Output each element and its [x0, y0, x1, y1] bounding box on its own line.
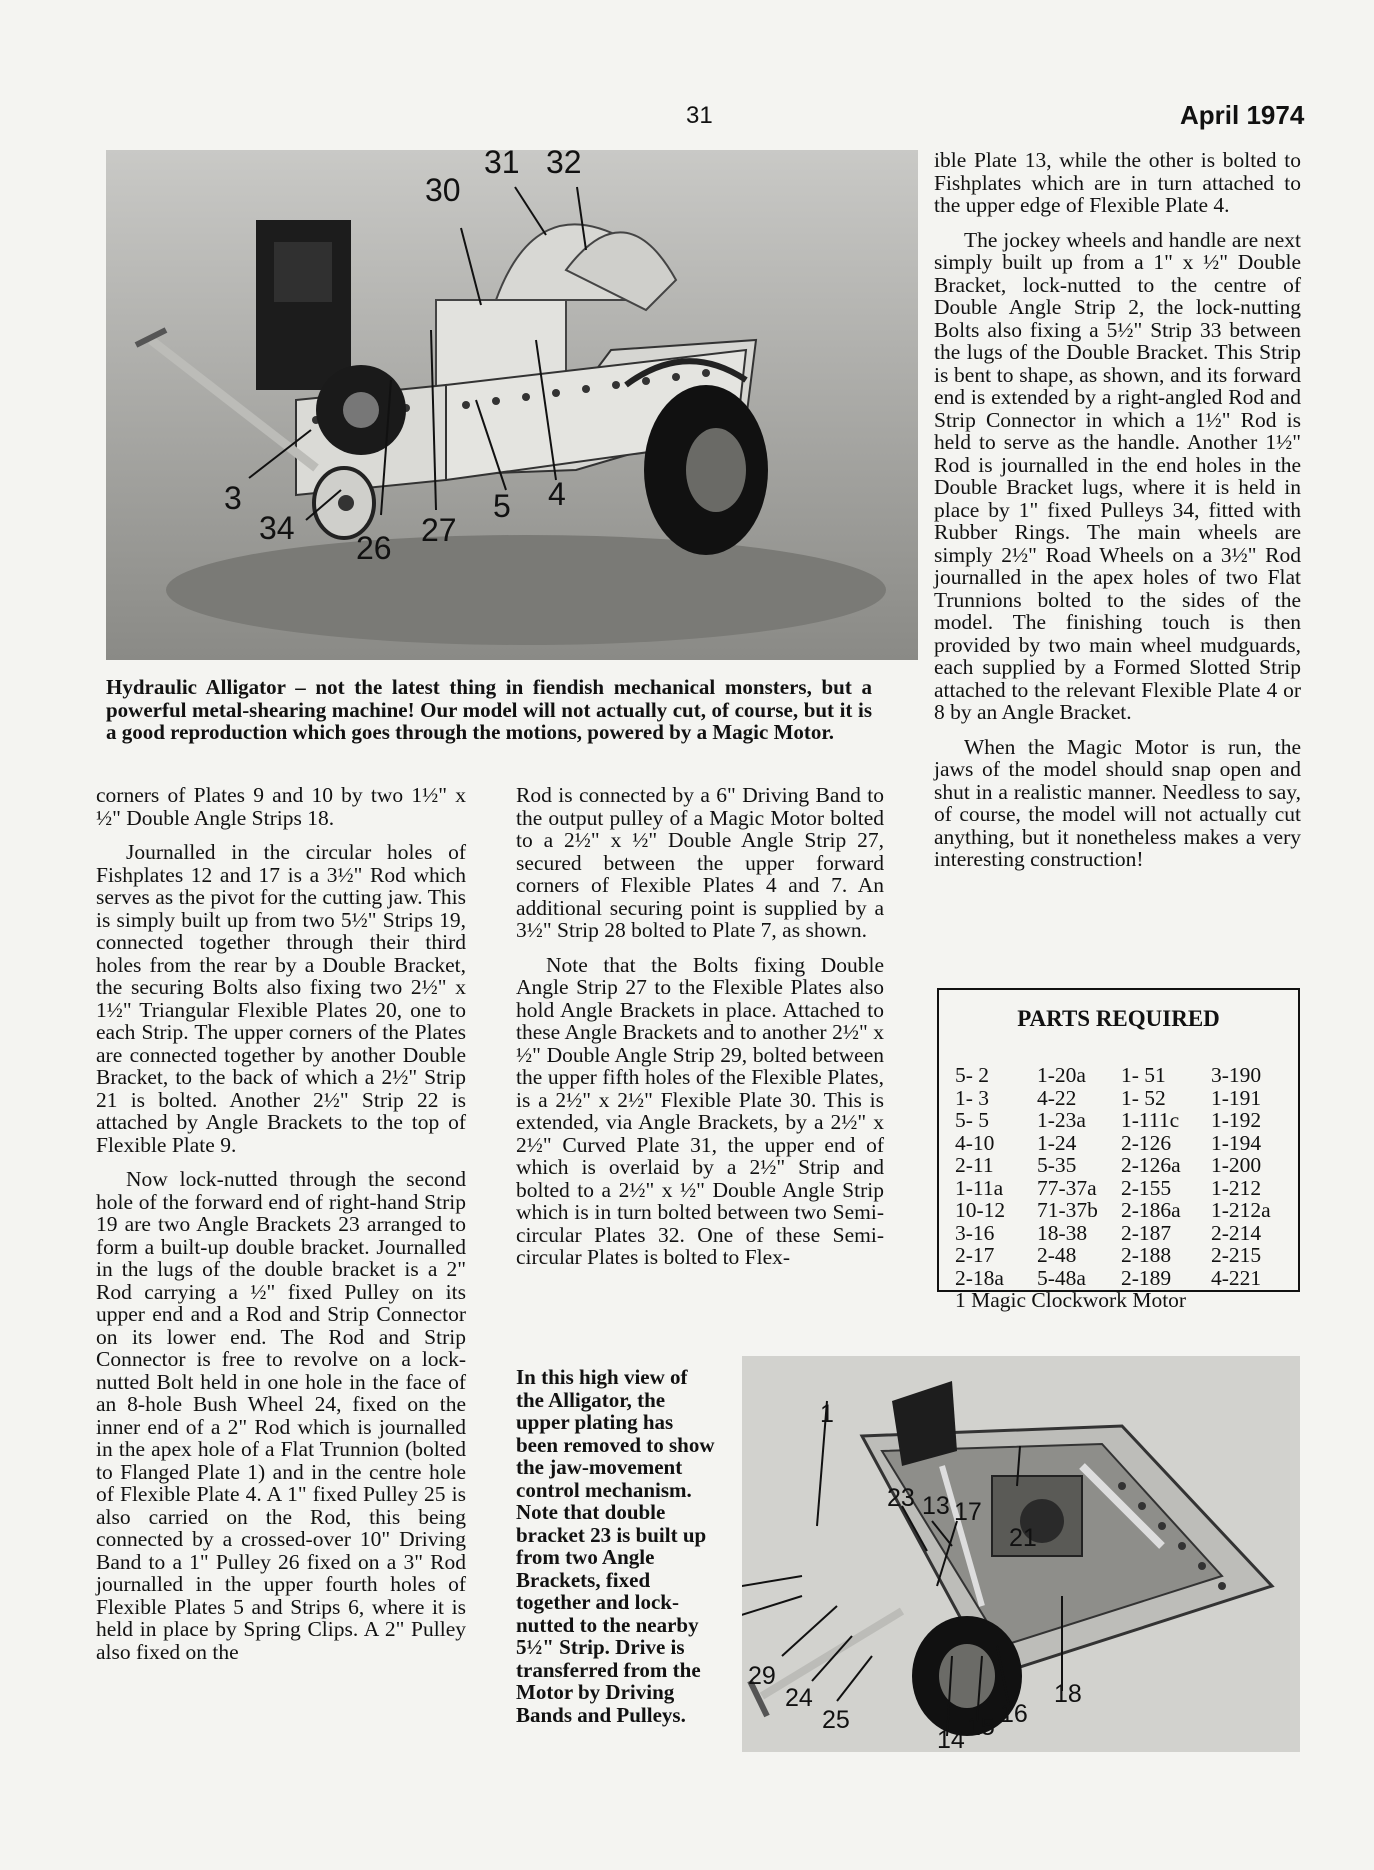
- paragraph: Journalled in the circular holes of Fishplates 12 and 17 is a 3½" Rod which serves as the pivot for the cutting jaw. This is simply built up from two 5½" Strips 19, connected together through their third holes from the rear by a Double Bracket, the securing Bolts also fixing two 2½" x 1½" Triangular Flexible Plates 20, one to each Strip. The upper corners of the Plates are connected together by another Double Bracket, to the back of which a 2½" Strip 21 is bolted. Another 2½" Strip 22 is attached by Angle Brackets to the top of Flexible Plate 9.: [96, 840, 466, 1157]
- parts-cell: 1-212a: [1211, 1198, 1271, 1222]
- text-column-2: [516, 784, 884, 1281]
- parts-cell: 2-126: [1121, 1130, 1172, 1155]
- parts-cell: 2-11: [955, 1153, 994, 1177]
- parts-row: [955, 1199, 1285, 1222]
- parts-cell: 1-23a: [1037, 1108, 1086, 1132]
- parts-cell: 1- 52: [1121, 1085, 1166, 1110]
- parts-cell: 5-48a: [1037, 1265, 1086, 1290]
- alligator-high-view-photo: [742, 1356, 1300, 1752]
- photo2-label: 14: [937, 1726, 965, 1752]
- photo1-label: 5: [493, 488, 511, 524]
- parts-cell: 2-186a: [1121, 1198, 1181, 1222]
- parts-cell: 71-37b: [1037, 1198, 1098, 1222]
- parts-row: [955, 1177, 1285, 1200]
- photo1-label: 32: [546, 150, 582, 180]
- parts-row: [955, 1132, 1285, 1155]
- paragraph: ible Plate 13, while the other is bolted to Fishplates which are in turn attached to the upper edge of Flexible Plate 4.: [934, 148, 1301, 217]
- paragraph: When the Magic Motor is run, the jaws of the model should snap open and shut in a realistic manner. Needless to say, of course, the model will not actually cut anything, but it nonetheless makes a very interesting construction!: [934, 734, 1301, 871]
- parts-cell: 1-192: [1211, 1108, 1262, 1132]
- photo2-label: 29: [748, 1662, 776, 1690]
- parts-cell: 2-215: [1211, 1243, 1262, 1267]
- parts-cell: 5- 5: [955, 1108, 990, 1132]
- parts-row: [955, 1154, 1285, 1177]
- parts-cell: 10-12: [955, 1198, 1006, 1222]
- alligator-photo-drawing: [106, 150, 918, 660]
- paragraph: Note that the Bolts fixing Double Angle Strip 27 to the Flexible Plates also hold Angle Brackets in place. Attached to these Angle Brackets and to another 2½" x ½" Double Angle Strip 29, bolted between the upper fifth holes of the Flexible Plates, is a 2½" x 2½" Flexible Plate 30. This is extended, via Angle Brackets, by a 2½" x 2½" Curved Plate 31, the upper end of which is overlaid by a 2½" Strip and bolted to a 2½" x ½" Double Angle Strip which is in turn bolted between two Semi-circular Plates 32. One of these Semi-circular Plates is bolted to Flex-: [516, 952, 884, 1269]
- parts-title: PARTS REQUIRED: [1017, 1006, 1220, 1031]
- photo2-label: 24: [785, 1684, 813, 1712]
- photo1-label: 31: [484, 150, 520, 180]
- parts-cell: 4-10: [955, 1130, 995, 1155]
- parts-cell: 5- 2: [955, 1063, 990, 1087]
- parts-cell: 2-17: [955, 1243, 995, 1267]
- parts-cell: 2-126a: [1121, 1153, 1181, 1177]
- parts-cell: 4-221: [1211, 1265, 1262, 1290]
- parts-cell: 2-189: [1121, 1265, 1172, 1290]
- parts-row: [955, 1109, 1285, 1132]
- parts-cell: 1-191: [1211, 1085, 1262, 1110]
- parts-row: [955, 1267, 1285, 1290]
- parts-row: [955, 1087, 1285, 1110]
- paragraph: corners of Plates 9 and 10 by two 1½" x ½" Double Angle Strips 18.: [96, 783, 466, 830]
- parts-required-box: [937, 988, 1300, 1312]
- parts-cell: 3-16: [955, 1220, 995, 1245]
- page-number: 31: [686, 102, 713, 129]
- photo1-label: 30: [425, 172, 461, 208]
- parts-cell: 1-212: [1211, 1175, 1262, 1200]
- parts-footer: [955, 1289, 1285, 1312]
- parts-row: [955, 1222, 1285, 1245]
- parts-cell: 1-111c: [1121, 1108, 1180, 1132]
- paragraph: Now lock-nutted through the second hole of the forward end of right-hand Strip 19 are two Angle Brackets 23 arranged to form a built-up double bracket. Journalled in the lugs of the double bracket is a 2" Rod carrying a ½" fixed Pulley on its upper end and a Rod and Strip Connector on its lower end. The Rod and Strip Connector is free to revolve on a lock-nutted Bolt held in one hole in the face of an 8-hole Bush Wheel 24, fixed on the inner end of a 2" Rod which is journalled in the apex hole of a Flat Trunnion (bolted to Flanged Plate 1) and in the centre hole of Flexible Plate 4. A 1" fixed Pulley 25 is also carried on the Rod, this being connected by a crossed-over 10" Driving Band to a 1" Pulley 26 fixed on a 3" Rod journalled in the upper fourth holes of Flexible Plates 5 and Strips 6, where it is held in place by Spring Clips. A 2" Pulley also fixed on the: [96, 1167, 466, 1664]
- photo2-label: 25: [822, 1706, 850, 1734]
- text-column-3: [934, 149, 1301, 883]
- parts-cell: 2-18a: [955, 1265, 1004, 1290]
- parts-cell: 2-188: [1121, 1243, 1172, 1267]
- parts-cell: 18-38: [1037, 1220, 1088, 1245]
- photo2-label: 16: [1000, 1700, 1028, 1728]
- photo2-label: 23: [887, 1484, 915, 1512]
- parts-row: [955, 1244, 1285, 1267]
- parts-cell: 3-190: [1211, 1063, 1262, 1087]
- parts-cell: 2-48: [1037, 1243, 1077, 1267]
- parts-cell: 1-20a: [1037, 1063, 1086, 1087]
- parts-cell: 1- 51: [1121, 1063, 1166, 1087]
- text-column-1: [96, 784, 466, 1675]
- photo1-label: 34: [259, 510, 295, 546]
- parts-footer-text: 1 Magic Clockwork Motor: [955, 1288, 1187, 1312]
- photo2-label: 15: [967, 1713, 995, 1741]
- parts-cell: 2-187: [1121, 1220, 1172, 1245]
- parts-cell: 2-214: [1211, 1220, 1262, 1245]
- photo1-label: 26: [356, 530, 392, 566]
- parts-row: [955, 1064, 1285, 1087]
- alligator-model-photo: [106, 150, 918, 660]
- parts-cell: 4-22: [1037, 1085, 1077, 1110]
- photo2-label: 18: [1054, 1680, 1082, 1708]
- parts-grid: [955, 1064, 1285, 1312]
- photo2-label: 1: [820, 1400, 834, 1428]
- photo2-label: 17: [954, 1498, 982, 1526]
- photo1-label: 27: [421, 512, 457, 548]
- parts-cell: 2-155: [1121, 1175, 1172, 1200]
- photo2-label: 13: [922, 1492, 950, 1520]
- photo1-label: 4: [548, 476, 566, 512]
- parts-cell: 1-24: [1037, 1130, 1077, 1155]
- parts-cell: 5-35: [1037, 1153, 1077, 1177]
- photo2-label: 21: [1009, 1524, 1037, 1552]
- paragraph: The jockey wheels and handle are next simply built up from a 1" x ½" Double Bracket, lock-nutted to the centre of Double Angle Strip 2, the lock-nutting Bolts also fixing a 5½" Strip 33 between the lugs of the Double Bracket. This Strip is bent to shape, as shown, and its forward end is extended by a right-angled Rod and Strip Connector in which a 1½" Rod is held to serve as the handle. Another 1½" Rod is journalled in the end holes in the Double Bracket lugs, where it is held in place by 1" fixed Pulleys 34, fitted with Rubber Rings. The main wheels are simply 2½" Road Wheels on a 3½" Rod journalled in the apex holes of two Flat Trunnions bolted to the sides of the model. The finishing touch is then provided by two main wheel mudguards, each supplied by a Formed Slotted Strip attached to the relevant Flexible Plate 4 or 8 by an Angle Bracket.: [934, 227, 1301, 724]
- parts-cell: 1- 3: [955, 1085, 990, 1110]
- issue-date: April 1974: [1180, 100, 1305, 130]
- parts-cell: 1-11a: [955, 1175, 1004, 1200]
- parts-cell: 1-200: [1211, 1153, 1262, 1177]
- parts-cell: 1-194: [1211, 1130, 1262, 1155]
- paragraph: Rod is connected by a 6" Driving Band to the output pulley of a Magic Motor bolted to a 2½" x ½" Double Angle Strip 27, secured between the upper forward corners of Flexible Plates 4 and 7. An additional securing point is supplied by a 3½" Strip 28 bolted to Plate 7, as shown.: [516, 783, 884, 942]
- photo1-label: 3: [224, 480, 242, 516]
- parts-cell: 77-37a: [1037, 1175, 1097, 1200]
- photo-caption: Hydraulic Alligator – not the latest thing in fiendish mechanical monsters, but a powerful metal-shearing machine! Our model will not actually cut, of course, but it is a good reproduction which goes through the motions, powered by a Magic Motor.: [106, 675, 872, 744]
- photo-caption-2: In this high view of the Alligator, the upper plating has been removed to show the jaw-movement control mechanism. Note that double bracket 23 is built up from two Angle Brackets, fixed together and lock-nutted to the nearby 5½" Strip. Drive is transferred from the Motor by Driving Bands and Pulleys.: [516, 1365, 715, 1727]
